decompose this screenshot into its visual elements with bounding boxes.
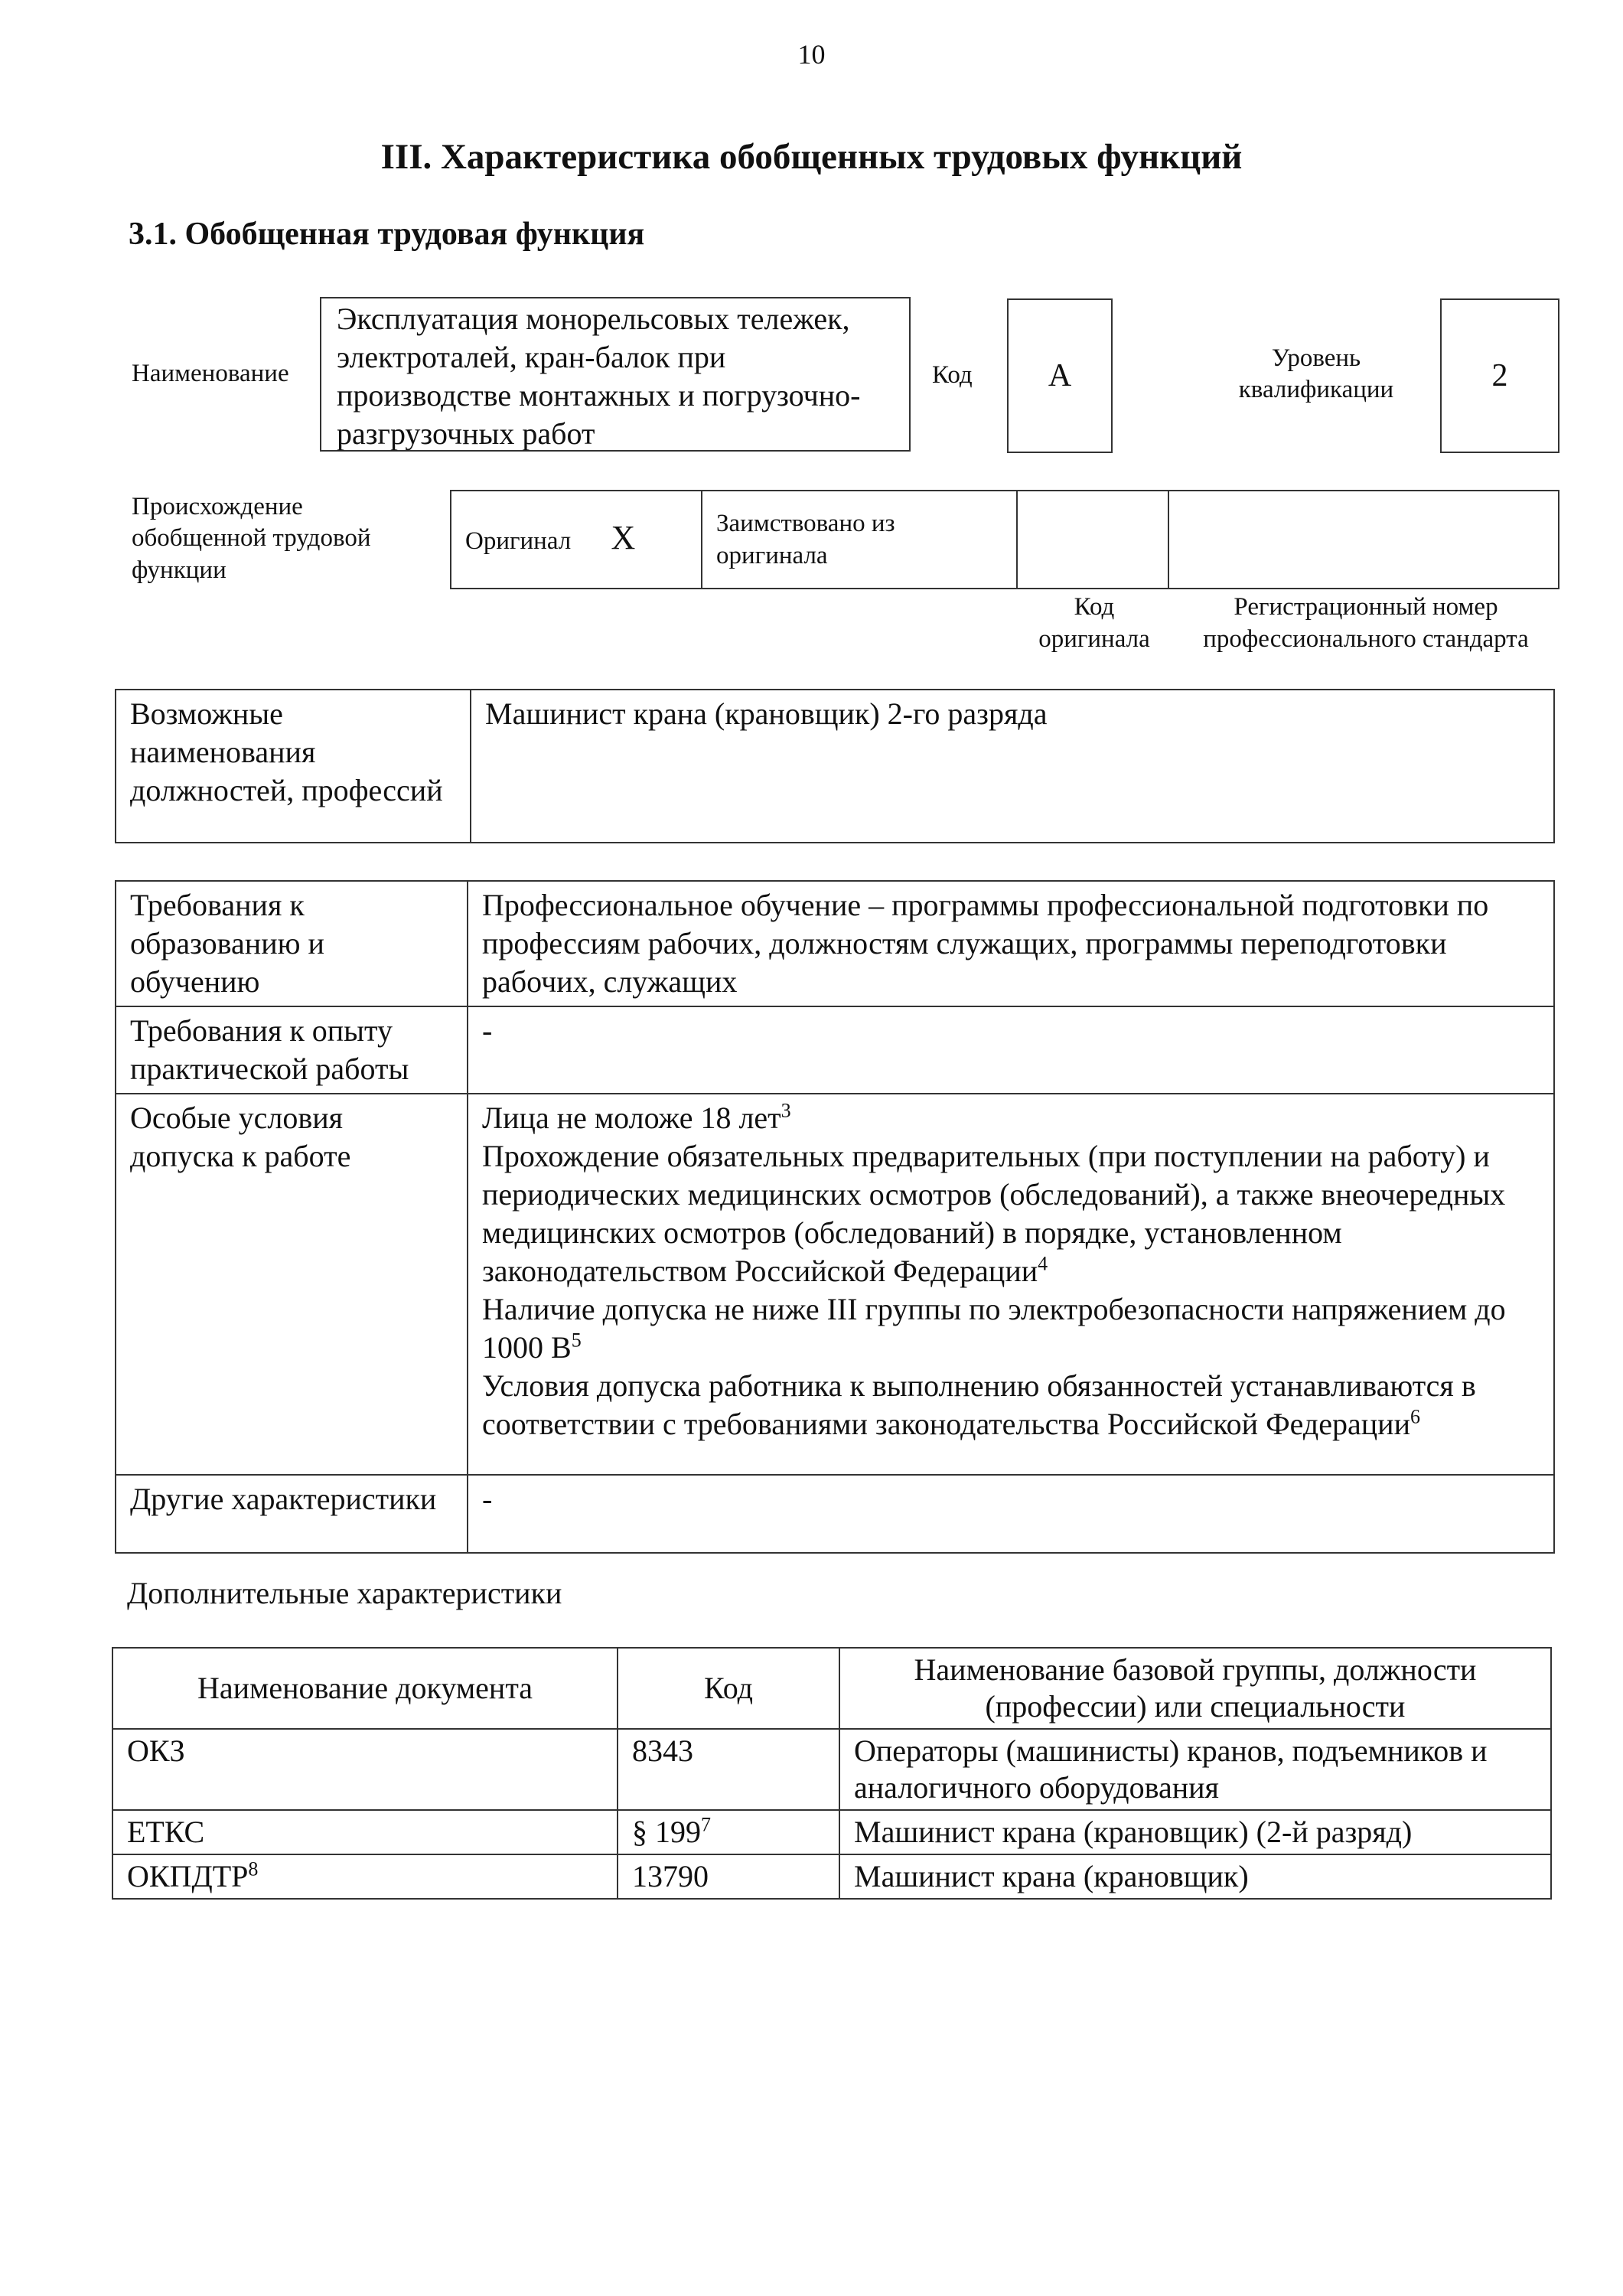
origin-borrowed-label: Заимствовано из оригинала (716, 510, 895, 569)
experience-value: - (468, 1006, 1554, 1094)
requirements-table (115, 880, 1555, 1554)
level-value: 2 (1491, 358, 1508, 393)
table-header-row (112, 1648, 1551, 1729)
code-label: Код (932, 361, 973, 389)
table-row (116, 1006, 1554, 1094)
additional-title: Дополнительные характеристики (127, 1576, 562, 1610)
table-row (116, 881, 1554, 1006)
origin-borrowed-cell (702, 491, 1017, 589)
additional-table (112, 1647, 1552, 1900)
experience-label: Требования к опыту практической работы (116, 1006, 468, 1094)
function-name-value: Эксплуатация монорельсовых тележек, электроталей, кран-балок при производстве монтажных и погрузочно-разгрузочных работ (337, 302, 861, 451)
caption-code-original: Код оригинала (1038, 593, 1150, 653)
table-row (116, 1094, 1554, 1475)
section-title: III. Характеристика обобщенных трудовых функций (380, 137, 1243, 177)
table-row: ОКЗ 8343 Операторы (машинисты) кранов, подъемников и аналогичного оборудования (112, 1729, 1551, 1810)
condition-item: Прохождение обязательных предварительных (при поступлении на работу) и периодических медицинских осмотров (обследований), а также внеочередных медицинских осмотров (обследований) в порядке, установленном законодательством Российской Федерации$^4$ (482, 1139, 1506, 1288)
origin-original-label: Оригинал (465, 527, 572, 555)
code-value: А (1048, 358, 1072, 393)
origin-table (450, 490, 1559, 589)
origin-original-mark: X (611, 519, 636, 556)
origin-code-cell (1017, 491, 1168, 589)
origin-reg-cell (1168, 491, 1559, 589)
subsection-title: 3.1. Обобщенная трудовая функция (129, 217, 645, 252)
table-row: ЕТКС § $199^7$ Машинист крана (крановщик) (2-й разряд) (112, 1810, 1551, 1854)
level-box (1440, 298, 1559, 453)
condition-item: Лица не моложе 18 лет$^3$ (482, 1099, 791, 1135)
level-label: Уровень квалификации (1238, 344, 1394, 404)
function-name-box (320, 297, 911, 452)
special-conditions-label: Особые условия допуска к работе (116, 1094, 468, 1475)
special-conditions-value (468, 1094, 1554, 1475)
other-characteristics-value: - (468, 1475, 1554, 1553)
caption-registration-number: Регистрационный номер профессионального стандарта (1203, 593, 1529, 653)
origin-label: Происхождение обобщенной трудовой функции (132, 493, 371, 584)
positions-table (115, 689, 1555, 843)
education-value: Профессиональное обучение – программы профессиональной подготовки по профессиям рабочих, должностям служащих, программы переподготовки рабочих, служащих (468, 881, 1554, 1006)
positions-label: Возможные наименования должностей, профессий (116, 690, 471, 843)
table-row (116, 1475, 1554, 1553)
education-label: Требования к образованию и обучению (116, 881, 468, 1006)
condition-item: Условия допуска работника к выполнению обязанностей устанавливаются в соответствии с требованиями законодательства Российской Федерации$^6$ (482, 1368, 1476, 1441)
origin-original-cell (451, 491, 702, 589)
condition-item: Наличие допуска не ниже III группы по электробезопасности напряжением до 1000 $В^5$ (482, 1292, 1506, 1365)
other-characteristics-label: Другие характеристики (116, 1475, 468, 1553)
positions-value: Машинист крана (крановщик) 2-го разряда (471, 690, 1554, 843)
header-document: Наименование документа (112, 1648, 618, 1729)
page-number: 10 (797, 39, 826, 70)
name-label: Наименование (132, 360, 289, 387)
header-code: Код (618, 1648, 839, 1729)
table-row: ОКПДТР$^8$ 13790 Машинист крана (крановщик) (112, 1854, 1551, 1899)
header-name: Наименование базовой группы, должности (профессии) или специальности (839, 1648, 1551, 1729)
code-box (1007, 298, 1113, 453)
